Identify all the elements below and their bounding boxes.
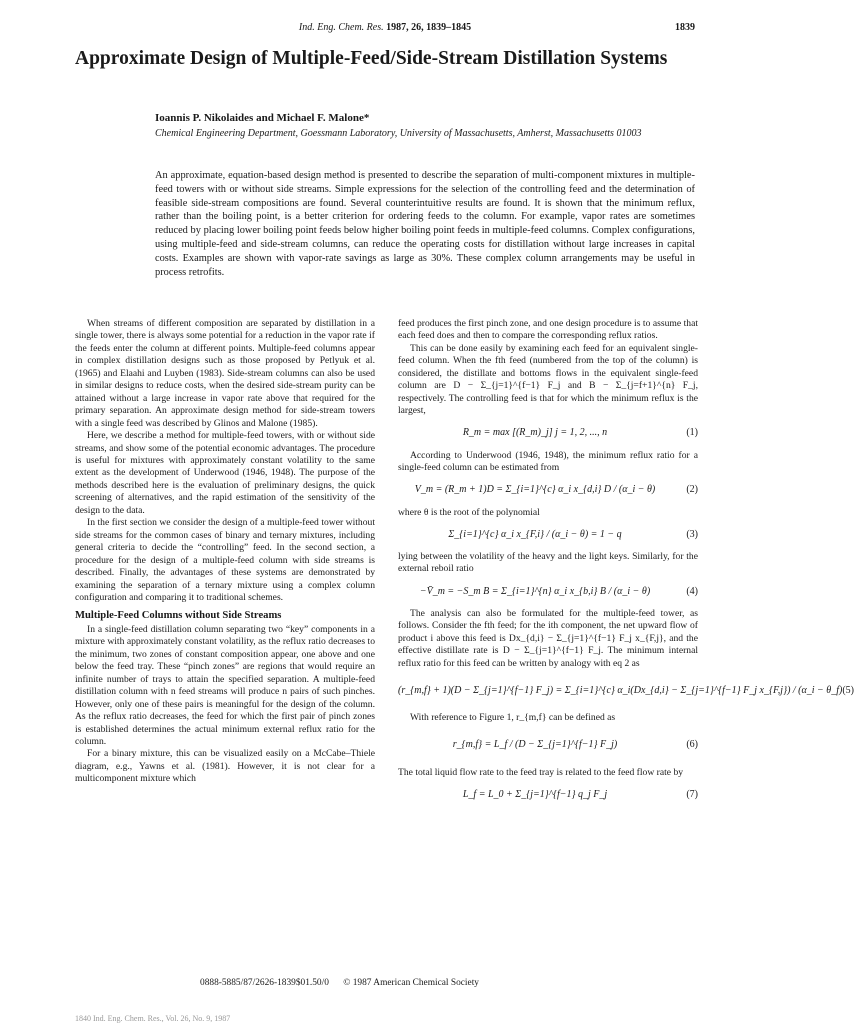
equation-body: V_m = (R_m + 1)D = Σ_{i=1}^{c} α_i x_{d,i} D / (α_i − θ) <box>414 484 656 496</box>
next-page-header: 1840 Ind. Eng. Chem. Res., Vol. 26, No. 9, 1987 <box>75 1014 231 1023</box>
equation-6 <box>398 728 698 764</box>
equation-number: (5) <box>842 684 854 696</box>
body-paragraph: feed produces the first pinch zone, and one design procedure is to assume that each feed does and then to compare the corresponding reflux ratios. <box>398 318 698 342</box>
abstract: An approximate, equation-based design method is presented to describe the separation of multi-component mixtures in multiple-feed towers with or without side streams. Simple expressions for the selection of the controlling feed and the determination of feasible side-stream compositions are found. Several counterintuitive results are found. It is shown that the minimum reflux, rather than the boiling point, is a better criterion for ordering feeds to the column. For example, vapor rates are sometimes reduced by placing lower boiling point feeds below higher boiling point feeds in multiple-feed columns. Complex configurations, using multiple-feed and side-stream columns, can reduce the operating costs for distillation without large increases in capital costs. Examples are shown with vapor-rate savings as large as 30%. These complex column arrangements may be useful in process retrofits. <box>155 170 695 278</box>
article-title: Approximate Design of Multiple-Feed/Side-Stream Distillation Systems <box>75 48 668 69</box>
equation-number: (4) <box>686 585 698 597</box>
body-paragraph: where θ is the root of the polynomial <box>398 506 540 518</box>
equation-4 <box>398 579 698 605</box>
equation-number: (2) <box>686 484 698 496</box>
body-paragraph: According to Underwood (1946, 1948), the minimum reflux ratio for a single-feed column can be estimated from <box>398 449 698 474</box>
journal-name: Ind. Eng. Chem. Res. <box>298 22 384 33</box>
affiliation: Chemical Engineering Department, Goessmann Laboratory, University of Massachusetts, Amherst, Massachusetts 01003 <box>155 128 642 139</box>
body-paragraph: Here, we describe a method for multiple-feed towers, with or without side streams, and show some of the potential economic advantages. The procedure is useful for mixtures with approximately constant volatility to the same extent as the development of Underwood (1946, 1948). The purpose of the methods described here is the evaluation of preliminary designs, the quick screening of alternatives, and the rapid estimation of the sensitivity of the design to the data. <box>75 430 375 516</box>
equation-number: (6) <box>686 739 698 751</box>
equation-body: L_f = L_0 + Σ_{j=1}^{f−1} q_j F_j <box>462 788 608 800</box>
journal-volume: 1987, 26, 1839–1845 <box>386 22 472 33</box>
equation-body: R_m = max [(R_m)_j] j = 1, 2, ..., n <box>462 427 608 439</box>
equation-number: (7) <box>686 788 698 800</box>
equation-body: (r_{m,f} + 1)(D − Σ_{j=1}^{f−1} F_j) = Σ_{i=1}^{c} α_i(Dx_{d,i} − Σ_{j=1}^{f−1} F_j x_{F,j}) / (α_i − θ_f) <box>398 684 843 696</box>
equation-7 <box>398 782 698 808</box>
body-paragraph: The analysis can also be formulated for the multiple-feed tower, as follows. Consider the fth feed; for the ith component, the net upward flow of product i above this feed is Dx_{d,i} − Σ_{j=1}^{f−1} F_j x_{F,j}, and the effective distillate rate is D − Σ_{j=1}^{f−1} F_j. The minimum internal reflux ratio for this feed can be written by analogy with eq 2 as <box>398 607 698 669</box>
equation-body: −V̄_m = −S_m B = Σ_{i=1}^{n} α_i x_{b,i} B / (α_i − θ) <box>419 585 651 597</box>
equation-number: (1) <box>686 427 698 439</box>
body-paragraph: For a binary mixture, this can be visualized easily on a McCabe–Thiele diagram, e.g., Yawns et al. (1981). However, it is not clear for a multicomponent mixture which <box>75 748 375 785</box>
equation-1 <box>398 421 698 447</box>
author-line: Ioannis P. Nikolaides and Michael F. Malone* <box>155 112 370 124</box>
equation-2 <box>398 478 698 504</box>
page-footer <box>200 978 479 988</box>
right-column <box>398 318 854 811</box>
equation-body: Σ_{i=1}^{c} α_i x_{F,i} / (α_i − θ) = 1 − q <box>448 528 622 540</box>
equation-number: (3) <box>686 528 698 540</box>
equation-5 <box>398 673 854 709</box>
body-paragraph: lying between the volatility of the heavy and the light keys. Similarly, for the external reboil ratio <box>398 550 698 575</box>
body-paragraph: This can be done easily by examining each feed for an equivalent single-feed column. When the fth feed (numbered from the top of the column) is considered, the distillate and bottoms flows in the equivalent single-feed column are D − Σ_{j=1}^{f−1} F_j and B − Σ_{j=f+1}^{n} F_j, respectively. The controlling feed is that for which the minimum reflux is the largest, <box>398 342 698 417</box>
body-paragraph: In a single-feed distillation column separating two “key” components in a mixture with approximately constant volatility, as the reflux ratio decreases to the minimum, two zones of constant composition appear, one above and one below the feed tray. These “pinch zones” are regions that would require an infinite number of trays to attain the specified separation. A multiple-feed distillation column with n feed streams will produce n pairs of such pinches. However, only one of these pairs is meaningful for the design of the column. As the reflux ratio decreases, the feed for which the first pair of pinch zones is established determines the actual minimum external reflux ratio for the column. <box>75 623 375 747</box>
running-header <box>75 22 695 38</box>
body-paragraph: With reference to Figure 1, r_{m,f} can be defined as <box>410 712 616 724</box>
equation-3 <box>398 522 698 548</box>
section-heading: Multiple-Feed Columns without Side Streams <box>75 610 282 622</box>
equation-body: r_{m,f} = L_f / (D − Σ_{j=1}^{f−1} F_j) <box>452 739 618 751</box>
page-number: 1839 <box>675 22 695 33</box>
copyright-notice: © 1987 American Chemical Society <box>343 978 479 988</box>
body-paragraph: When streams of different composition are separated by distillation in a single tower, there is always some potential for a reduction in the vapor rate if the feeds enter the column at different points. Multiple-feed columns appear in complex distillation designs such as those proposed by Petlyuk et al. (1965) and Elaahi and Luyben (1983). Side-stream columns can also be used in similar designs to reduce costs, when the desired side-stream purity can be attained without a large increase in vapor rate above that required for the primary separation. An approximate design method for side-stream towers with a single feed was described by Glinos and Malone (1985). <box>75 318 375 429</box>
body-paragraph: In the first section we consider the design of a multiple-feed tower without side streams for the common cases of binary and ternary mixtures, including general criteria to decide the “controlling” feed. In the second section, a procedure for the design of a multiple-feed column with side streams is described. Finally, the advantages of these systems are demonstrated by examining the separation of a ternary mixture using a complex column configuration and comparing it to traditional schemes. <box>75 517 375 603</box>
body-paragraph: The total liquid flow rate to the feed tray is related to the feed flow rate by <box>398 766 684 778</box>
left-column <box>75 318 375 786</box>
article-code: 0888-5885/87/2626-1839$01.50/0 <box>200 978 329 988</box>
